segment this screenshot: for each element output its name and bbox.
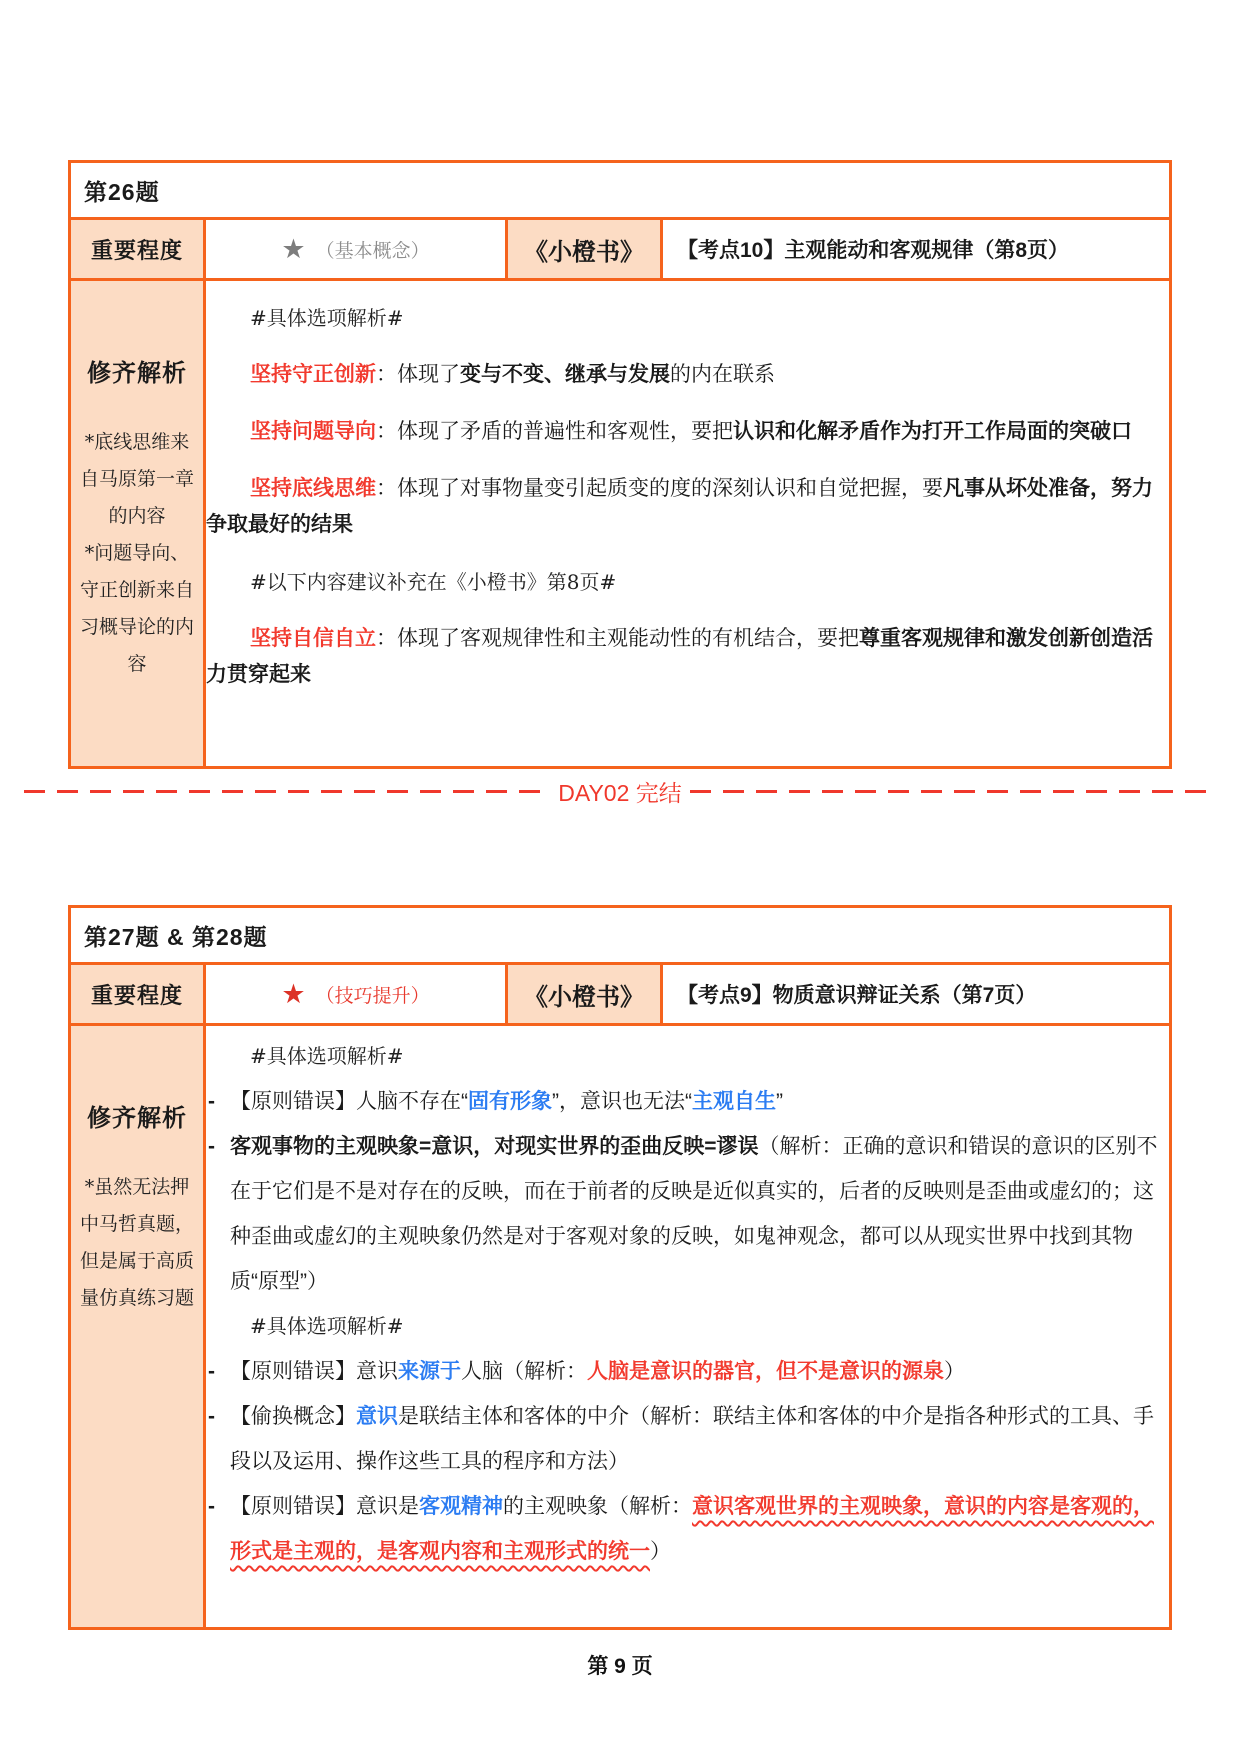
paragraph: #具体选项解析#: [250, 306, 404, 330]
margin-note-line: *虽然无法押中马哲真题，但是属于高质量仿真练习题: [79, 1176, 194, 1310]
divider-dash-left: [24, 790, 550, 793]
question-26-body: [71, 281, 1169, 766]
analysis-label: 修齐解析: [87, 1105, 187, 1132]
page-number: 第 9 页: [587, 1655, 653, 1678]
paragraph: 坚持守正创新：体现了变与不变、继承与发展的内在联系: [250, 363, 775, 386]
divider-dash-right: [690, 790, 1216, 793]
divider-label: DAY02 完结: [558, 779, 682, 806]
analysis-margin-notes: [77, 424, 197, 683]
importance-value: [206, 965, 508, 1023]
question-27-28-body: [71, 1026, 1169, 1627]
star-icon: ★: [281, 233, 306, 264]
importance-note: （基本概念）: [315, 239, 430, 262]
analysis-margin-notes: [77, 1169, 197, 1317]
importance-label: 重要程度: [71, 220, 206, 278]
question-27-28-card: [68, 905, 1172, 1630]
question-26-meta-row: [71, 220, 1169, 281]
analysis-sidebar: [71, 1026, 206, 1627]
importance-note: （技巧提升）: [315, 984, 430, 1007]
margin-note-line: *问题导向、守正创新来自习概导论的内容: [79, 542, 194, 676]
analysis-content: [206, 1026, 1169, 1627]
book-label: 《小橙书》: [508, 965, 663, 1023]
day-complete-divider: [24, 776, 1216, 806]
question-26-title: 第26题: [71, 163, 1169, 220]
paragraph: - 【偷换概念】意识是联结主体和客体的中介（解析：联结主体和客体的中介是指各种形式的工具、手段以及运用、操作这些工具的程序和方法）: [206, 1394, 1161, 1484]
question-27-28-meta-row: [71, 965, 1169, 1026]
question-27-28-title: 第27题 & 第28题: [71, 908, 1169, 965]
paragraph: - 【原则错误】意识是客观精神的主观映象（解析：意识客观世界的主观映象，意识的内容是客观的，形式是主观的，是客观内容和主观形式的统一）: [206, 1484, 1161, 1574]
bullet-dash: -: [208, 1405, 215, 1428]
paragraph: - 【原则错误】人脑不存在“固有形象”，意识也无法“主观自生”: [206, 1079, 1161, 1124]
importance-value: [206, 220, 508, 278]
analysis-sidebar: [71, 281, 206, 766]
question-26-card: [68, 160, 1172, 769]
paragraph: 坚持问题导向：体现了矛盾的普遍性和客观性，要把认识和化解矛盾作为打开工作局面的突破口: [250, 420, 1132, 443]
margin-note-line: *底线思维来自马原第一章的内容: [79, 431, 194, 528]
star-icon: ★: [281, 978, 306, 1009]
paragraph: #具体选项解析#: [250, 1314, 404, 1338]
paragraph: - 客观事物的主观映象=意识，对现实世界的歪曲反映=谬误（解析：正确的意识和错误的意识的区别不在于它们是不是对存在的反映，而在于前者的反映是近似真实的，后者的反映则是歪曲或虚幻的；这种歪曲或虚幻的主观映象仍然是对于客观对象的反映，如鬼神观念，都可以从现实世界中找到其物质“原型”）: [206, 1124, 1161, 1304]
paragraph: #具体选项解析#: [250, 1044, 404, 1068]
paragraph: - 【原则错误】意识来源于人脑（解析：人脑是意识的器官，但不是意识的源泉）: [206, 1349, 1161, 1394]
bullet-dash: -: [208, 1135, 215, 1158]
paragraph: 坚持自信自立：体现了客观规律性和主观能动性的有机结合，要把尊重客观规律和激发创新创造活力贯穿起来: [206, 627, 1153, 686]
topic-reference: 【考点10】主观能动和客观规律（第8页）: [677, 239, 1070, 262]
analysis-label: 修齐解析: [87, 360, 187, 387]
analysis-content: [206, 281, 1169, 766]
bullet-dash: -: [208, 1090, 215, 1113]
paragraph: #以下内容建议补充在《小橙书》第8页#: [250, 570, 617, 594]
importance-label: 重要程度: [71, 965, 206, 1023]
topic-reference: 【考点9】物质意识辩证关系（第7页）: [677, 984, 1037, 1007]
book-label: 《小橙书》: [508, 220, 663, 278]
paragraph: 坚持底线思维：体现了对事物量变引起质变的度的深刻认识和自觉把握，要凡事从坏处准备，努力争取最好的结果: [206, 477, 1153, 536]
bullet-dash: -: [208, 1360, 215, 1383]
bullet-dash: -: [208, 1495, 215, 1518]
